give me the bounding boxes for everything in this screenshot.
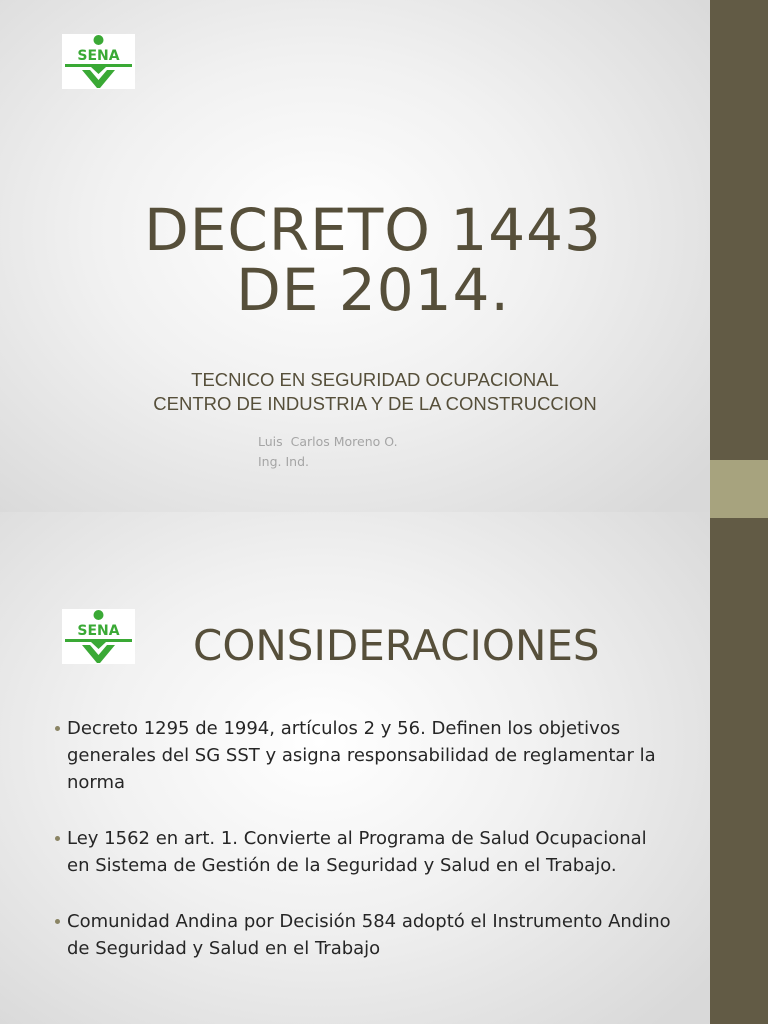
sena-logo-icon (62, 34, 135, 89)
bullet-icon (55, 726, 60, 731)
sena-logo-text: SENA (77, 623, 120, 639)
title-line: DE 2014. (236, 256, 510, 324)
author-block (258, 432, 398, 472)
section-title: CONSIDERACIONES (193, 621, 600, 670)
author-degree: Ing. Ind. (258, 454, 310, 469)
considerations-slide (0, 512, 710, 1024)
author-name: Luis Carlos Moreno O. (258, 434, 398, 449)
list-item (52, 908, 672, 962)
sena-logo-icon (62, 609, 135, 664)
subtitle-line: TECNICO EN SEGURIDAD OCUPACIONAL (191, 369, 559, 390)
sidebar-band (710, 518, 768, 1024)
bullet-icon (55, 919, 60, 924)
main-title (0, 196, 710, 324)
bullet-text: Ley 1562 en art. 1. Convierte al Programa de Salud Ocupacional en Sistema de Gestión de la Seguridad y Salud en el Trabajo. (67, 828, 647, 876)
title-slide (0, 0, 710, 512)
subtitle (0, 368, 710, 416)
list-item (52, 825, 672, 879)
subtitle-line: CENTRO DE INDUSTRIA Y DE LA CONSTRUCCION (153, 393, 597, 414)
sidebar-band (710, 0, 768, 460)
bullet-list (52, 715, 672, 991)
sena-logo-text: SENA (77, 48, 120, 64)
sidebar-accent-band (710, 460, 768, 518)
bullet-text: Decreto 1295 de 1994, artículos 2 y 56. Definen los objetivos generales del SG SST y asigna responsabilidad de reglamentar la norma (67, 718, 656, 793)
list-item (52, 715, 672, 796)
bullet-icon (55, 836, 60, 841)
bullet-text: Comunidad Andina por Decisión 584 adoptó el Instrumento Andino de Seguridad y Salud en el Trabajo (67, 911, 671, 959)
title-line: DECRETO 1443 (144, 196, 602, 264)
